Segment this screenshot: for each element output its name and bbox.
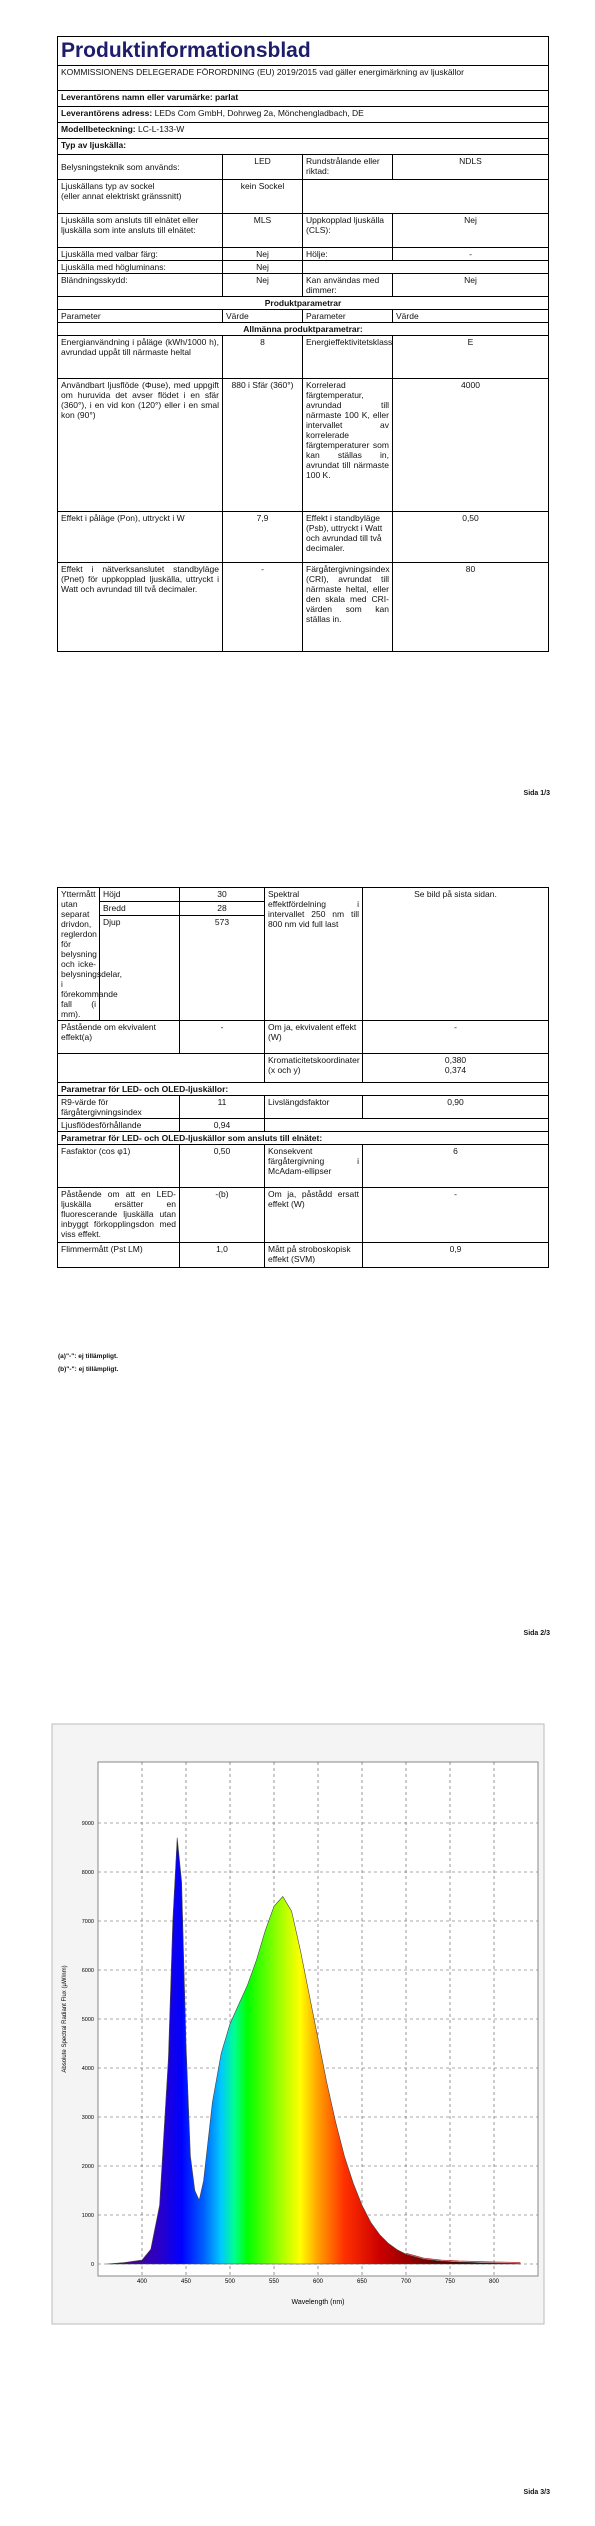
- page-number-2: Sida 2/3: [523, 1630, 550, 1637]
- y-tick-label: 1000: [81, 2213, 94, 2219]
- ndls-label: Rundstrålande eller riktad:: [303, 155, 393, 180]
- col-param-1: Parameter: [58, 310, 223, 323]
- spd-value: Se bild på sista sidan.: [363, 888, 549, 1021]
- mains-heading: Parametrar för LED- och OLED-ljuskällor som ansluts till elnätet:: [58, 1132, 549, 1145]
- hl-label: Ljuskälla med högluminans:: [58, 261, 223, 274]
- energy-value: 8: [223, 336, 303, 379]
- depth-label: Djup: [100, 916, 180, 1021]
- color-value: Nej: [223, 248, 303, 261]
- pf-value: 0,50: [180, 1145, 265, 1188]
- y-tick-label: 2000: [81, 2164, 94, 2170]
- envelope-label: Hölje:: [303, 248, 393, 261]
- y-tick-label: 9000: [81, 1821, 94, 1827]
- fluor-value: -(b): [180, 1188, 265, 1243]
- life-label: Livslängdsfaktor: [265, 1096, 363, 1119]
- col-value-1: Värde: [223, 310, 303, 323]
- ndls-value: NDLS: [393, 155, 549, 180]
- chroma-x: 0,380: [444, 1055, 467, 1065]
- general-heading: Allmänna produktparametrar:: [58, 323, 549, 336]
- eqpower2-value: -: [363, 1021, 549, 1054]
- x-tick-label: 550: [268, 2279, 280, 2285]
- page-number-3: Sida 3/3: [523, 2489, 550, 2496]
- chroma-label: Kromaticitetskoordinater (x och y): [265, 1054, 363, 1083]
- r9-label: R9-värde för färgåtergivningsindex: [58, 1096, 180, 1119]
- cls-value: Nej: [393, 214, 549, 248]
- flux-label: Användbart ljusflöde (Φuse), med uppgift om huruvida det avser flödet i en sfär (360°), i en vid kon (120°) eller i en smal kon (90°): [58, 379, 223, 512]
- col-value-2: Värde: [393, 310, 549, 323]
- height-value: 30: [180, 888, 265, 902]
- cri-value: 80: [393, 563, 549, 652]
- params-heading: Produktparametrar: [58, 297, 549, 310]
- pf-label: Fasfaktor (cos φ1): [58, 1145, 180, 1188]
- consist-value: 6: [363, 1145, 549, 1188]
- envelope-value: -: [393, 248, 549, 261]
- hl-value: Nej: [223, 261, 303, 274]
- depth-value: 573: [180, 916, 265, 1021]
- fluor-label: Påstående om att en LED-ljuskälla ersätter en fluorescerande ljuskälla utan inbyggt förkopplingsdon med viss effekt.: [58, 1188, 180, 1243]
- params-table-2: [57, 887, 549, 1268]
- y-tick-label: 5000: [81, 2017, 94, 2023]
- info-table: [57, 36, 549, 652]
- x-tick-label: 400: [136, 2279, 148, 2285]
- x-tick-label: 600: [312, 2279, 324, 2285]
- y-tick-label: 4000: [81, 2066, 94, 2072]
- dimmer-label: Kan användas med dimmer:: [303, 274, 393, 297]
- svm-label: Mått på stroboskopisk effekt (SVM): [265, 1243, 363, 1268]
- psb-label: Effekt i standbyläge (Psb), uttryckt i Watt och avrundad till två decimaler.: [303, 512, 393, 563]
- width-label: Bredd: [100, 902, 180, 916]
- lm-value: 0,94: [180, 1119, 265, 1132]
- lm-label: Ljusflödesförhållande: [58, 1119, 180, 1132]
- glare-label: Bländningsskydd:: [58, 274, 223, 297]
- life-value: 0,90: [363, 1096, 549, 1119]
- tech-value: LED: [223, 155, 303, 180]
- y-tick-label: 8000: [81, 1870, 94, 1876]
- fluor2-value: -: [363, 1188, 549, 1243]
- model-identifier: Modellbeteckning: LC-L-133-W: [58, 123, 549, 139]
- page-number-1: Sida 1/3: [523, 790, 550, 797]
- mls-value: MLS: [223, 214, 303, 248]
- cct-value: 4000: [393, 379, 549, 512]
- mls-label: Ljuskälla som ansluts till elnätet eller ljuskälla som inte ansluts till elnätet:: [58, 214, 223, 248]
- flux-value: 880 i Sfär (360°): [223, 379, 303, 512]
- color-label: Ljuskälla med valbar färg:: [58, 248, 223, 261]
- flicker-label: Flimmermått (Pst LM): [58, 1243, 180, 1268]
- y-tick-label: 0: [90, 2262, 94, 2268]
- x-tick-label: 500: [224, 2279, 236, 2285]
- spd-label: Spektral effektfördelning i intervallet 250 nm till 800 nm vid full last: [265, 888, 363, 1021]
- y-tick-label: 6000: [81, 1968, 94, 1974]
- pon-label: Effekt i påläge (Pon), uttryckt i W: [58, 512, 223, 563]
- chroma-value: [363, 1054, 549, 1083]
- spectrum-chart: [52, 1724, 544, 2324]
- svm-value: 0,9: [363, 1243, 549, 1268]
- x-tick-label: 650: [356, 2279, 368, 2285]
- type-heading: Typ av ljuskälla:: [58, 139, 549, 155]
- page-3: [0, 1684, 595, 2526]
- tech-label: Belysningsteknik som används:: [58, 155, 223, 180]
- pnet-value: -: [223, 563, 303, 652]
- y-axis-label: Absolute Spectral Radiant Flux (µW/nm): [62, 1965, 68, 2073]
- r9-value: 11: [180, 1096, 265, 1119]
- eqpower2-label: Om ja, ekvivalent effekt (W): [265, 1021, 363, 1054]
- cls-label: Uppkopplad ljuskälla (CLS):: [303, 214, 393, 248]
- chroma-y: 0,374: [444, 1065, 467, 1075]
- width-value: 28: [180, 902, 265, 916]
- glare-value: Nej: [223, 274, 303, 297]
- x-tick-label: 750: [444, 2279, 456, 2285]
- dimmer-value: Nej: [393, 274, 549, 297]
- footnote-b: (b)"-": ej tillämpligt.: [58, 1366, 119, 1373]
- led-heading: Parametrar för LED- och OLED-ljuskällor:: [58, 1083, 549, 1096]
- cri-label: Färgåtergivningsindex (CRI), avrundat till närmaste heltal, eller den skala med CRI-värden som kan ställas in.: [303, 563, 393, 652]
- eqpower-label: Påstående om ekvivalent effekt(a): [58, 1021, 180, 1054]
- eclass-label: Energieffektivitetsklass: [303, 336, 393, 379]
- x-tick-label: 800: [488, 2279, 500, 2285]
- y-tick-label: 7000: [81, 1919, 94, 1925]
- page-title: Produktinformationsblad: [58, 37, 549, 66]
- consist-label: Konsekvent färgåtergivning i McAdam-ellipser: [265, 1145, 363, 1188]
- psb-value: 0,50: [393, 512, 549, 563]
- eqpower-value: -: [180, 1021, 265, 1054]
- socket-value: kein Sockel: [223, 180, 303, 214]
- page-1: [0, 0, 595, 842]
- regulation-subtitle: KOMMISSIONENS DELEGERADE FÖRORDNING (EU) 2019/2015 vad gäller energimärkning av ljuskällor: [58, 66, 549, 91]
- supplier-name: Leverantörens namn eller varumärke: parlat: [58, 91, 549, 107]
- x-tick-label: 700: [400, 2279, 412, 2285]
- footnote-a: (a)"-": ej tillämpligt.: [58, 1353, 118, 1360]
- col-param-2: Parameter: [303, 310, 393, 323]
- flicker-value: 1,0: [180, 1243, 265, 1268]
- x-axis-label: Wavelength (nm): [291, 2299, 345, 2306]
- fluor2-label: Om ja, påstådd ersatt effekt (W): [265, 1188, 363, 1243]
- socket-label: Ljuskällans typ av sockel (eller annat elektriskt gränssnitt): [58, 180, 223, 214]
- page-2: [0, 842, 595, 1684]
- height-label: Höjd: [100, 888, 180, 902]
- dims-label: Yttermått utan separat drivdon, reglerdon för belysning och icke-belysningsdelar, i förekommande fall (i mm).: [58, 888, 100, 1021]
- cct-label: Korrelerad färgtemperatur, avrundad till närmaste 100 K, eller intervallet av korrelerade färgtemperaturer som kan ställas in, avrundat till närmaste 100 K.: [303, 379, 393, 512]
- pnet-label: Effekt i nätverksanslutet standbyläge (Pnet) för uppkopplad ljuskälla, uttryckt i Watt och avrundad till två decimaler.: [58, 563, 223, 652]
- y-tick-label: 3000: [81, 2115, 94, 2121]
- eclass-value: E: [393, 336, 549, 379]
- pon-value: 7,9: [223, 512, 303, 563]
- x-tick-label: 450: [180, 2279, 192, 2285]
- supplier-address: Leverantörens adress: LEDs Com GmbH, Dohrweg 2a, Mönchengladbach, DE: [58, 107, 549, 123]
- energy-label: Energianvändning i påläge (kWh/1000 h), avrundad uppåt till närmaste heltal: [58, 336, 223, 379]
